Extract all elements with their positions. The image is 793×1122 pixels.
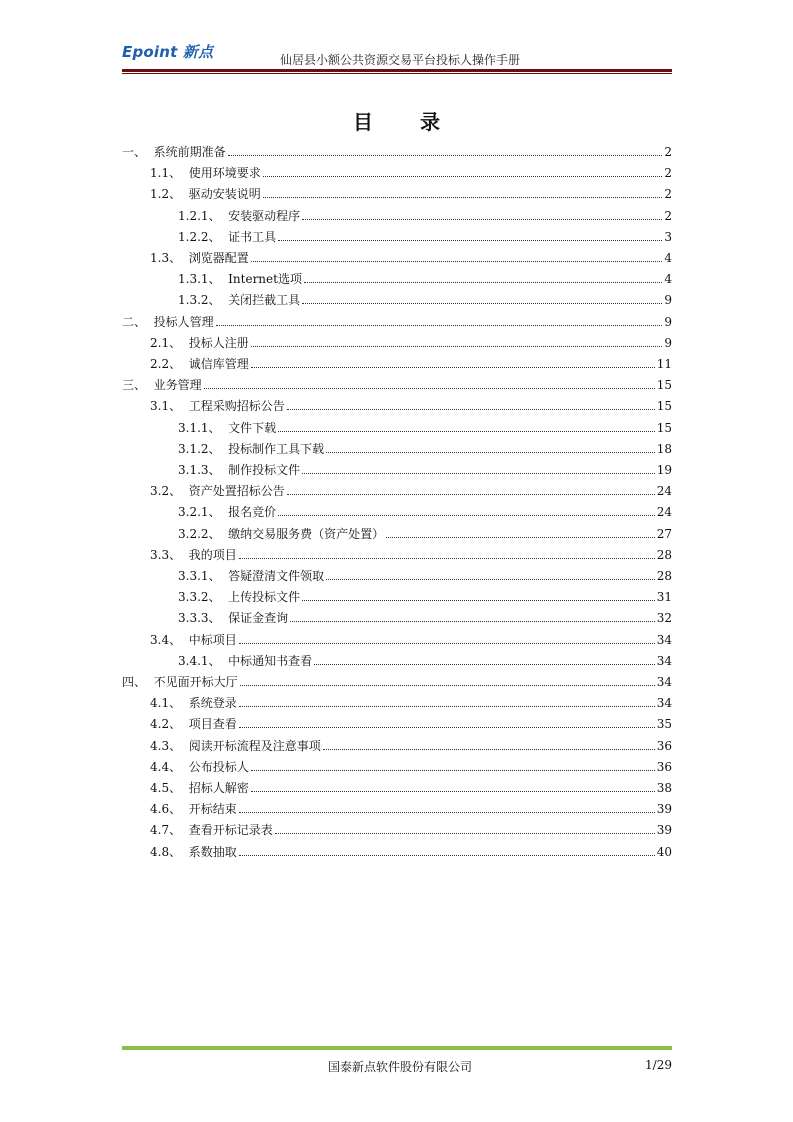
toc-entry-page: 35 (656, 717, 672, 732)
toc-entry-number: 1.2、 (150, 187, 189, 202)
toc-entry-title: 业务管理 (153, 378, 202, 393)
toc-entry-page: 31 (656, 590, 672, 605)
toc-entry-number: 3.1.1、 (178, 420, 229, 435)
toc-entry-page: 24 (656, 484, 672, 499)
toc-entry-page: 11 (656, 357, 672, 371)
toc-entry-title: 制作投标文件 (228, 463, 301, 477)
toc-entry-title: 投标制作工具下载 (228, 441, 325, 456)
toc-entry[interactable] (178, 436, 672, 456)
toc-leader-dots (239, 642, 655, 644)
toc-entry-page: 3 (664, 229, 672, 244)
toc-entry-page: 39 (656, 802, 672, 817)
toc-entry[interactable] (178, 499, 672, 519)
toc-entry-page: 24 (656, 505, 672, 520)
toc-entry-title: 证书工具 (228, 229, 277, 244)
footer-company: 国泰新点软件股份有限公司 (327, 1060, 472, 1074)
toc-leader-dots (251, 790, 655, 792)
toc-leader-dots (302, 302, 662, 304)
toc-entry-number: 三、 (122, 378, 154, 393)
toc-entry[interactable] (150, 817, 672, 837)
toc-entry-number: 3.2.1、 (178, 505, 229, 520)
toc-entry-page: 27 (656, 526, 672, 541)
toc-leader-dots (326, 451, 655, 453)
toc-entry-page: 15 (656, 399, 672, 414)
toc-entry-number: 3.1、 (150, 399, 189, 414)
toc-leader-dots (263, 196, 663, 198)
toc-entry-number: 3.1.3、 (178, 463, 229, 477)
toc-entry-number: 一、 (122, 145, 154, 159)
toc-entry-title: 中标通知书查看 (228, 653, 313, 668)
toc-entry-page: 39 (656, 823, 672, 838)
toc-entry-page: 4 (664, 272, 672, 287)
toc-leader-dots (290, 620, 655, 622)
toc-leader-dots (251, 366, 655, 368)
toc-entry-title: Internet选项 (228, 272, 302, 287)
toc-entry-page: 4 (664, 251, 672, 265)
toc-entry-number: 3.4、 (150, 632, 189, 647)
toc-entry-page: 28 (656, 547, 672, 562)
toc-leader-dots (216, 324, 663, 326)
toc-entry-number: 1.3.2、 (178, 293, 229, 308)
toc-entry[interactable] (150, 733, 672, 753)
toc-entry-number: 1.3.1、 (178, 272, 229, 287)
toc-leader-dots (228, 154, 663, 156)
toc-entry-title: 招标人解密 (188, 781, 249, 795)
toc-entry-title: 保证金查询 (228, 611, 289, 626)
toc-leader-dots (263, 175, 663, 177)
toc-entry[interactable] (178, 648, 672, 668)
company-logo: Epoint 新点 (122, 43, 214, 61)
toc-entry[interactable] (178, 224, 672, 244)
toc-entry[interactable] (178, 563, 672, 583)
toc-entry-title: 缴纳交易服务费（资产处置） (228, 526, 385, 541)
toc-entry-title: 公布投标人 (188, 759, 249, 774)
toc-entry[interactable] (122, 309, 672, 329)
toc-entry-page: 40 (656, 844, 672, 859)
toc-entry[interactable] (150, 478, 672, 498)
toc-entry-title: 投标人注册 (188, 335, 249, 350)
toc-entry-number: 4.4、 (150, 759, 189, 774)
toc-entry[interactable] (150, 351, 672, 371)
toc-entry[interactable] (150, 796, 672, 816)
toc-entry-number: 1.1、 (150, 166, 189, 181)
toc-entry[interactable] (150, 181, 672, 201)
footer-rule (122, 1046, 672, 1050)
toc-entry-page: 19 (656, 463, 672, 477)
toc-entry-page: 28 (656, 569, 672, 583)
toc-entry-page: 2 (664, 166, 672, 181)
toc-entry-page: 2 (664, 208, 672, 223)
toc-entry-number: 4.2、 (150, 717, 189, 732)
toc-leader-dots (323, 748, 655, 750)
toc-entry-title: 投标人管理 (153, 314, 214, 329)
toc-entry-title: 开标结束 (188, 802, 237, 817)
toc-entry-page: 32 (656, 611, 672, 626)
document-header-title: 仙居县小额公共资源交易平台投标人操作手册 (279, 53, 520, 67)
toc-entry[interactable] (150, 775, 672, 795)
toc-entry[interactable] (122, 669, 672, 689)
toc-leader-dots (240, 684, 655, 686)
toc-entry-page: 9 (664, 293, 672, 308)
toc-entry[interactable] (178, 521, 672, 541)
toc-entry[interactable] (150, 245, 672, 265)
toc-leader-dots (251, 769, 655, 771)
toc-entry-page: 34 (656, 632, 672, 647)
toc-leader-dots (302, 599, 655, 601)
toc-entry-page: 34 (656, 696, 672, 711)
toc-leader-dots (302, 218, 662, 220)
toc-entry-page: 36 (656, 738, 672, 753)
toc-entry-page: 2 (664, 145, 672, 159)
toc-entry-title: 使用环境要求 (188, 166, 261, 181)
toc-entry-number: 3.1.2、 (178, 441, 229, 456)
toc-leader-dots (239, 705, 655, 707)
toc-leader-dots (275, 832, 655, 834)
toc-entry-number: 1.3、 (150, 251, 189, 265)
toc-entry-title: 系统前期准备 (153, 145, 226, 159)
toc-entry-page: 2 (664, 187, 672, 202)
toc-entry-page: 9 (664, 314, 672, 329)
toc-leader-dots (386, 536, 655, 538)
toc-entry[interactable] (122, 139, 672, 159)
toc-entry-title: 关闭拦截工具 (228, 293, 301, 308)
toc-leader-dots (251, 345, 663, 347)
toc-entry-title: 答疑澄清文件领取 (228, 569, 325, 583)
toc-entry[interactable] (150, 627, 672, 647)
toc-leader-dots (304, 281, 662, 283)
toc-entry-number: 2.1、 (150, 335, 189, 350)
toc-entry[interactable] (150, 330, 672, 350)
toc-leader-dots (278, 430, 655, 432)
toc-entry[interactable] (178, 266, 672, 286)
toc-entry[interactable] (178, 457, 672, 477)
toc-entry-title: 安装驱动程序 (228, 208, 301, 223)
toc-leader-dots (239, 726, 655, 728)
toc-entry-number: 3.3、 (150, 547, 189, 562)
toc-leader-dots (204, 387, 655, 389)
toc-entry-title: 阅读开标流程及注意事项 (188, 738, 321, 753)
toc-entry-number: 4.6、 (150, 802, 189, 817)
toc-entry[interactable] (150, 711, 672, 731)
toc-entry-title: 不见面开标大厅 (153, 675, 238, 689)
header-rule (122, 69, 672, 72)
toc-entry-title: 报名竞价 (228, 505, 277, 520)
toc-entry[interactable] (178, 287, 672, 307)
toc-leader-dots (278, 239, 662, 241)
footer-page-number: 1/29 (645, 1058, 672, 1072)
toc-entry-title: 浏览器配置 (188, 251, 249, 265)
header-rule-thin (122, 73, 672, 74)
toc-leader-dots (251, 260, 663, 262)
toc-leader-dots (239, 854, 655, 856)
toc-leader-dots (239, 557, 655, 559)
toc-entry[interactable] (178, 203, 672, 223)
toc-entry-title: 中标项目 (188, 632, 237, 647)
toc-entry-number: 3.3.3、 (178, 611, 229, 626)
toc-entry-page: 18 (656, 441, 672, 456)
toc-leader-dots (302, 472, 655, 474)
toc-entry[interactable] (150, 754, 672, 774)
toc-entry-title: 项目查看 (188, 717, 237, 732)
toc-entry-number: 4.1、 (150, 696, 189, 711)
toc-entry[interactable] (178, 605, 672, 625)
toc-entry-number: 1.2.1、 (178, 208, 229, 223)
toc-leader-dots (287, 493, 655, 495)
toc-entry-number: 二、 (122, 314, 154, 329)
toc-entry[interactable] (150, 839, 672, 859)
toc-entry-number: 4.5、 (150, 781, 189, 795)
toc-entry-page: 38 (656, 781, 672, 795)
toc-leader-dots (278, 514, 655, 516)
toc-entry-number: 3.2.2、 (178, 526, 229, 541)
toc-entry-page: 15 (656, 378, 672, 393)
toc-entry-number: 4.7、 (150, 823, 189, 838)
toc-entry-number: 2.2、 (150, 357, 189, 371)
toc-leader-dots (287, 408, 655, 410)
toc-entry-number: 3.4.1、 (178, 653, 229, 668)
toc-entry[interactable] (150, 160, 672, 180)
toc-entry-page: 15 (656, 420, 672, 435)
toc-entry-number: 3.3.1、 (178, 569, 229, 583)
toc-entry-number: 四、 (122, 675, 154, 689)
toc-entry-title: 工程采购招标公告 (188, 399, 285, 414)
toc-entry-title: 系数抽取 (188, 844, 237, 859)
toc-leader-dots (326, 578, 655, 580)
toc-entry-title: 上传投标文件 (228, 590, 301, 605)
toc-entry-title: 驱动安装说明 (188, 187, 261, 202)
toc-entry-page: 9 (664, 335, 672, 350)
toc-entry-page: 34 (656, 653, 672, 668)
toc-entry-title: 我的项目 (188, 547, 237, 562)
toc-entry[interactable] (150, 690, 672, 710)
toc-entry-number: 1.2.2、 (178, 229, 229, 244)
toc-entry-page: 36 (656, 759, 672, 774)
toc-entry-title: 查看开标记录表 (188, 823, 273, 838)
toc-entry-title: 系统登录 (188, 696, 237, 711)
toc-leader-dots (314, 663, 655, 665)
toc-entry[interactable] (178, 415, 672, 435)
toc-leader-dots (239, 811, 655, 813)
toc-entry-title: 文件下载 (228, 420, 277, 435)
toc-entry-title: 资产处置招标公告 (188, 484, 285, 499)
toc-entry-number: 4.3、 (150, 738, 189, 753)
toc-entry[interactable] (150, 542, 672, 562)
toc-entry-number: 3.3.2、 (178, 590, 229, 605)
toc-title: 目 录 (353, 110, 460, 134)
toc-entry[interactable] (150, 393, 672, 413)
toc-entry[interactable] (178, 584, 672, 604)
toc-entry-page: 34 (656, 675, 672, 689)
toc-entry-number: 4.8、 (150, 844, 189, 859)
toc-entry-number: 3.2、 (150, 484, 189, 499)
toc-entry-title: 诚信库管理 (188, 357, 249, 371)
toc-entry[interactable] (122, 372, 672, 392)
